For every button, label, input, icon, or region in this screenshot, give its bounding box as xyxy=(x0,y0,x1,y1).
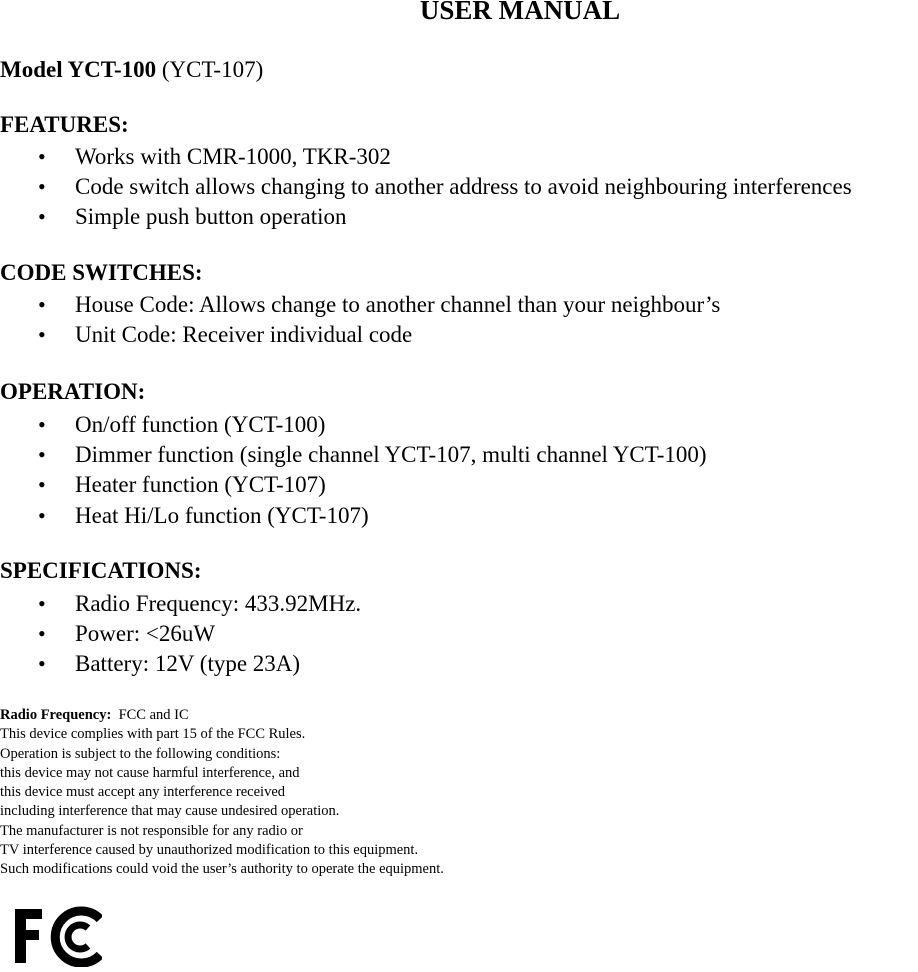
features-item-text: Code switch allows changing to another address to avoid neighbouring interferences xyxy=(75,174,852,200)
model-line xyxy=(0,57,263,83)
specifications-item-text: Battery: 12V (type 23A) xyxy=(75,651,301,677)
fcc-notice-line: including interference that may cause undesired operation. xyxy=(0,803,340,820)
fcc-notice-line: this device may not cause harmful interference, and xyxy=(0,764,300,781)
bullet-icon: • xyxy=(38,651,46,677)
bullet-icon: • xyxy=(38,292,46,317)
bullet-icon: • xyxy=(38,591,46,616)
bullet-icon: • xyxy=(38,174,46,200)
fcc-notice-line: This device complies with part 15 of the FCC Rules. xyxy=(0,726,306,743)
features-heading: FEATURES: xyxy=(0,112,129,137)
fcc-notice-line: Operation is subject to the following conditions: xyxy=(0,745,281,762)
fcc-notice-label-value: FCC and IC xyxy=(118,707,189,723)
fcc-notice-line: this device must accept any interference received xyxy=(0,784,286,801)
model-variant: (YCT-107) xyxy=(161,57,264,82)
features-item-text: Simple push button operation xyxy=(75,204,347,230)
specifications-item-text: Radio Frequency: 433.92MHz. xyxy=(75,591,362,616)
specifications-item-text: Power: <26uW xyxy=(75,621,216,647)
fcc-notice xyxy=(0,706,444,880)
features-item-text: Works with CMR-1000, TKR-302 xyxy=(75,144,391,169)
bullet-icon: • xyxy=(38,144,46,169)
operation-item-text: Heat Hi/Lo function (YCT-107) xyxy=(75,502,369,528)
operation-item-text: Heater function (YCT-107) xyxy=(75,472,326,498)
model-name: Model YCT-100 xyxy=(0,57,157,82)
code-switches-item-text: Unit Code: Receiver individual code xyxy=(75,322,413,348)
bullet-icon: • xyxy=(38,502,46,528)
bullet-icon: • xyxy=(38,204,46,230)
code-switches-heading: CODE SWITCHES: xyxy=(0,260,203,285)
operation-item-text: On/off function (YCT-100) xyxy=(75,412,326,437)
fcc-notice-line: TV interference caused by unauthorized modification to this equipment. xyxy=(0,842,419,859)
fcc-notice-label: Radio Frequency: xyxy=(0,707,112,723)
fcc-logo-icon xyxy=(12,905,102,967)
fcc-notice-line: Such modifications could void the user’s authority to operate the equipment. xyxy=(0,861,444,878)
bullet-icon: • xyxy=(38,412,46,437)
operation-heading: OPERATION: xyxy=(0,379,146,404)
fcc-notice-line: The manufacturer is not responsible for any radio or xyxy=(0,822,303,839)
fcc-notice-label-line xyxy=(0,706,444,725)
page-title: USER MANUAL xyxy=(419,0,621,25)
bullet-icon: • xyxy=(38,472,46,498)
bullet-icon: • xyxy=(38,442,46,468)
operation-item-text: Dimmer function (single channel YCT-107, multi channel YCT-100) xyxy=(75,442,707,468)
specifications-heading: SPECIFICATIONS: xyxy=(0,558,202,583)
code-switches-item-text: House Code: Allows change to another channel than your neighbour’s xyxy=(75,292,721,317)
bullet-icon: • xyxy=(38,621,46,647)
bullet-icon: • xyxy=(38,322,46,348)
